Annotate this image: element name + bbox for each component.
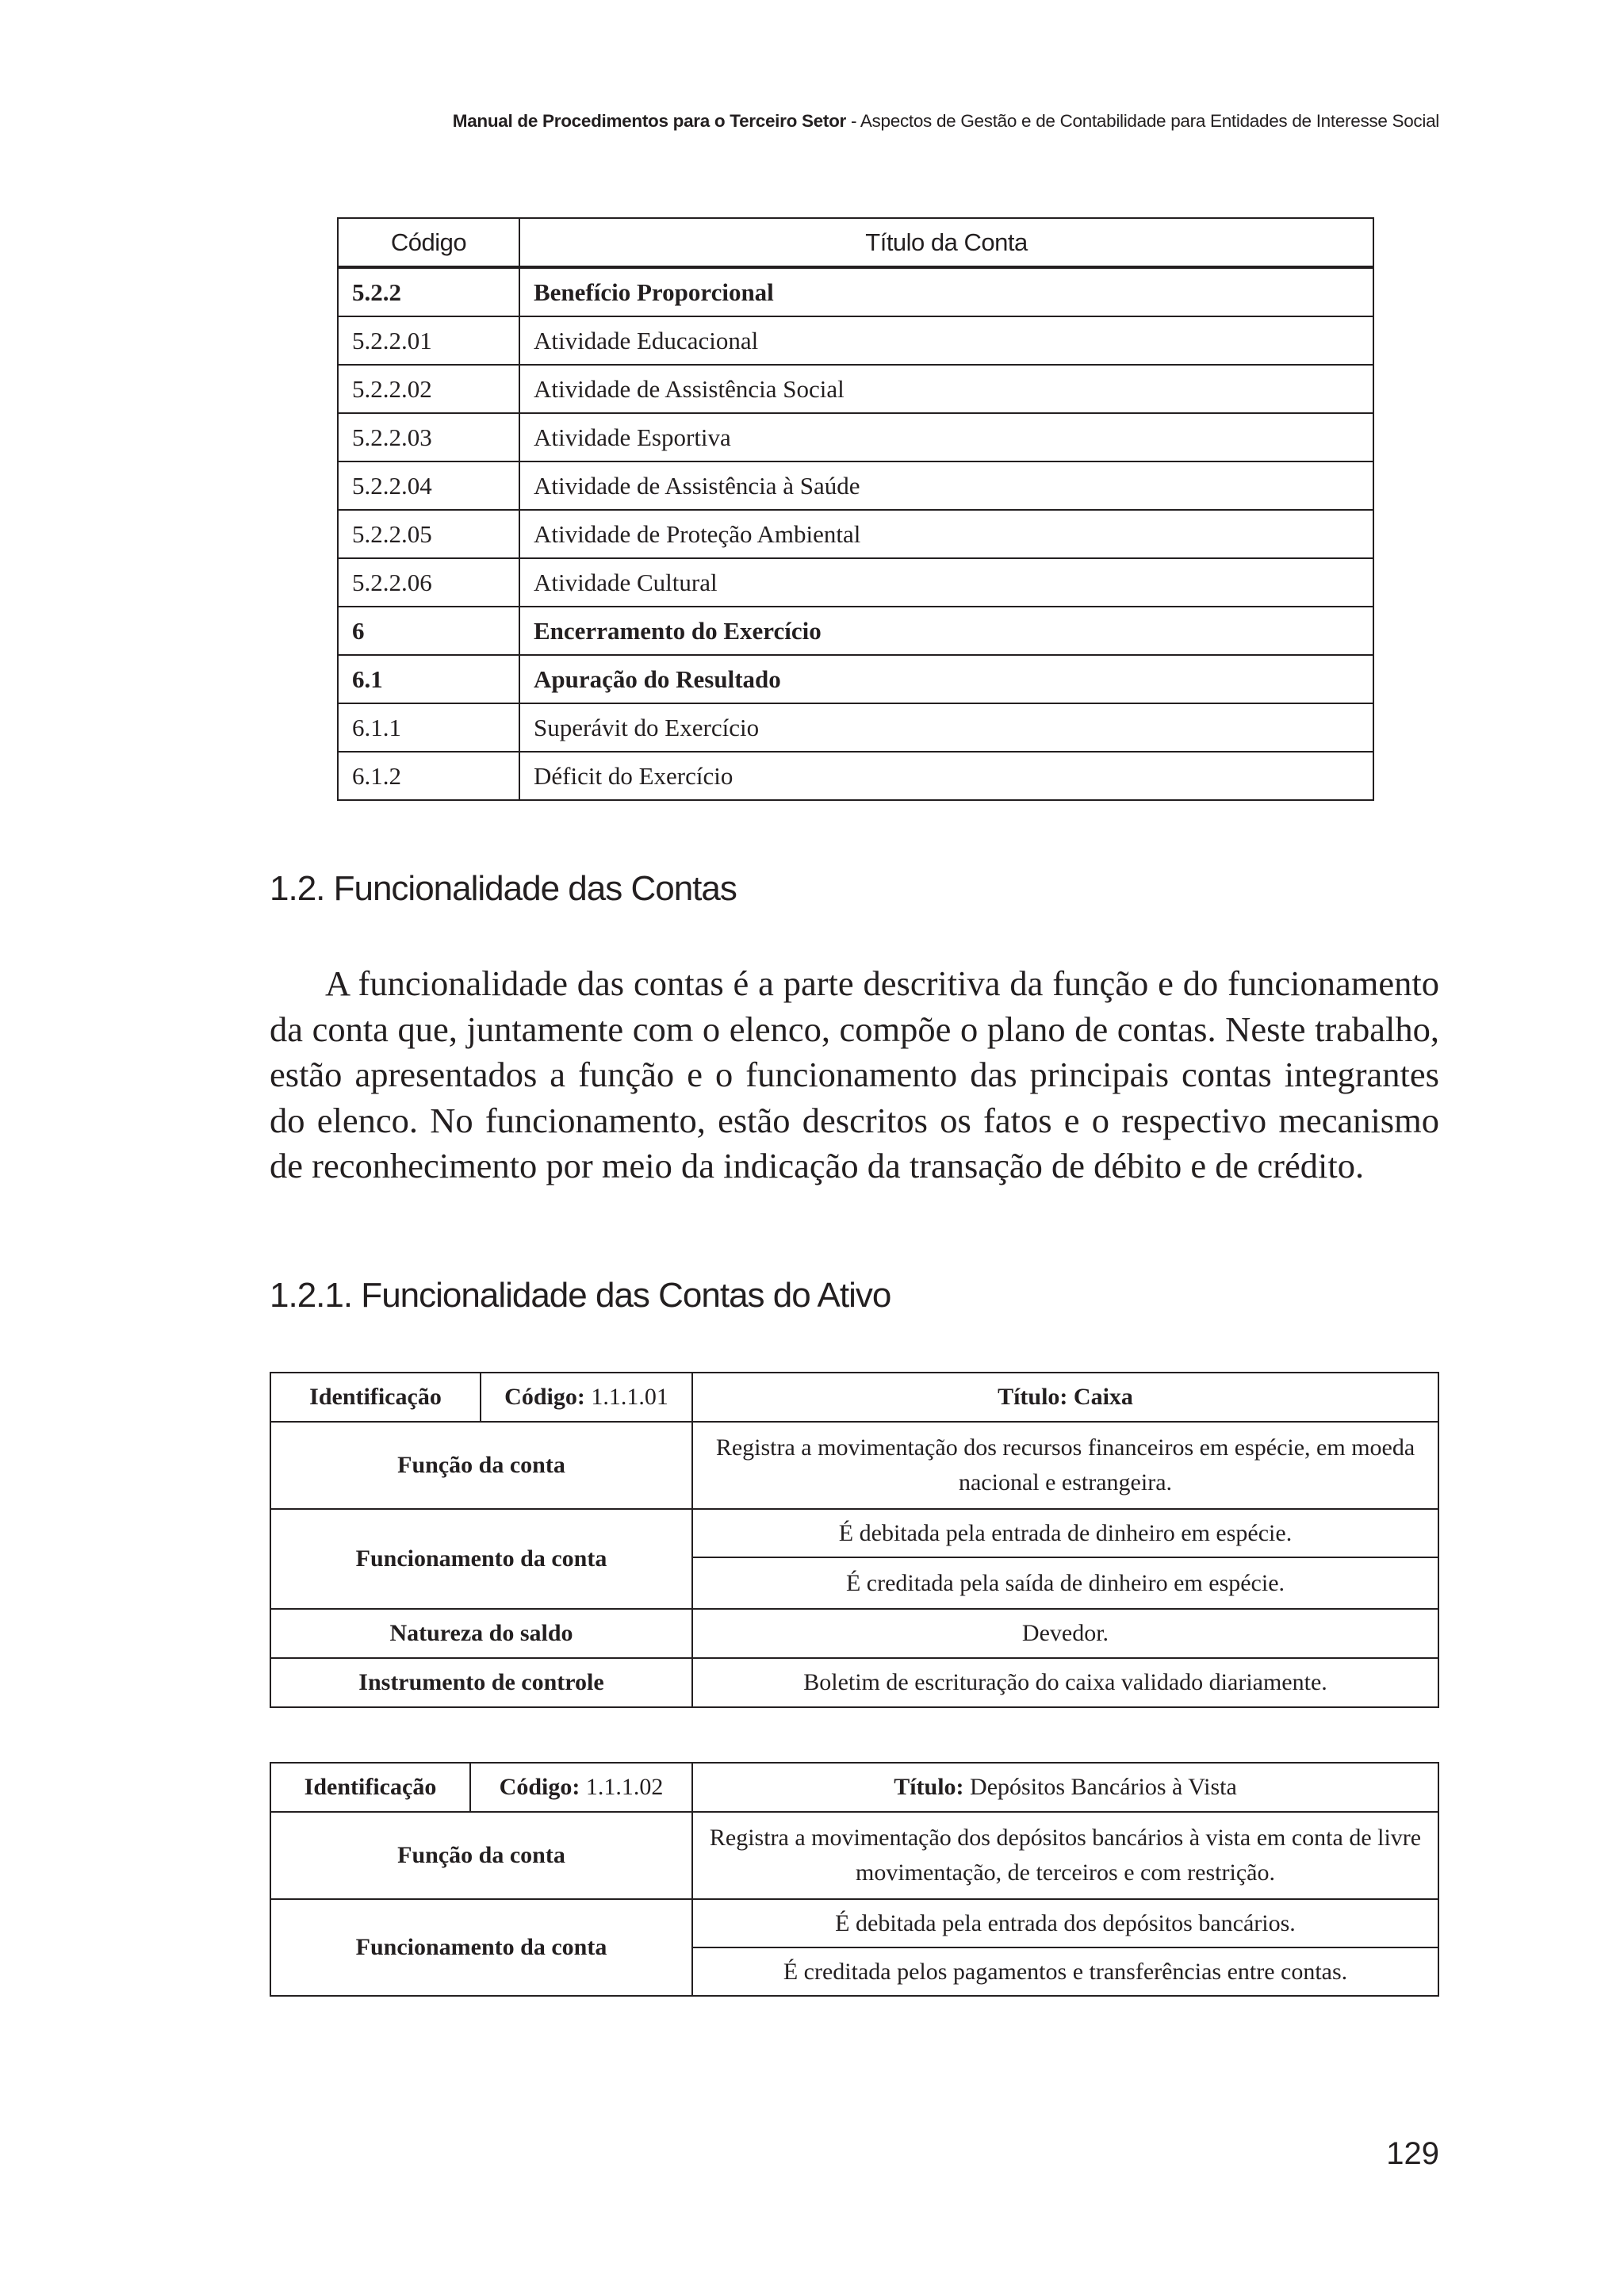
title-value: Caixa	[1067, 1384, 1133, 1410]
credit-rule: É creditada pela saída de dinheiro em espécie.	[692, 1557, 1438, 1609]
table-row	[270, 1812, 1438, 1899]
table-row	[270, 1609, 1438, 1658]
table-row	[338, 461, 1373, 510]
function-label: Função da conta	[270, 1812, 692, 1899]
title-label: Título:	[894, 1774, 964, 1800]
body-paragraph: A funcionalidade das contas é a parte descritiva da função e do funcionamento da conta que, juntamente com o elenco, compõe o plano de contas. Neste trabalho, estão apresentados a função e o funcionamento das principais contas integrantes do elenco. No funcionamento, estão descritos os fatos e o respectivo mecanismo de reconhecimento por meio da indicação da transação de débito e de crédito.	[270, 963, 1439, 1185]
account-title: Atividade de Assistência à Saúde	[519, 461, 1373, 510]
account-title: Atividade de Assistência Social	[519, 365, 1373, 413]
balance-nature-value: Devedor.	[692, 1609, 1438, 1658]
account-code: 5.2.2	[338, 267, 519, 316]
table-row	[270, 1422, 1438, 1509]
account-code: 5.2.2.02	[338, 365, 519, 413]
account-code: 5.2.2.05	[338, 510, 519, 558]
table-row	[338, 703, 1373, 752]
control-instrument-label: Instrumento de controle	[270, 1658, 692, 1707]
account-definition-table-caixa	[270, 1372, 1439, 1708]
code-label: Código:	[504, 1384, 585, 1410]
account-title: Déficit do Exercício	[519, 752, 1373, 800]
account-title: Superávit do Exercício	[519, 703, 1373, 752]
account-code: 6	[338, 607, 519, 655]
column-header-title: Título da Conta	[519, 218, 1373, 267]
account-title-cell	[692, 1373, 1438, 1422]
account-title: Apuração do Resultado	[519, 655, 1373, 703]
table-row	[270, 1899, 1438, 1947]
table-row	[270, 1373, 1438, 1422]
table-row	[338, 365, 1373, 413]
operation-label: Funcionamento da conta	[270, 1899, 692, 1996]
function-label: Função da conta	[270, 1422, 692, 1509]
header-subtitle: - Aspectos de Gestão e de Contabilidade para Entidades de Interesse Social	[846, 111, 1439, 131]
debit-rule: É debitada pela entrada de dinheiro em espécie.	[692, 1509, 1438, 1557]
function-description: Registra a movimentação dos depósitos bancários à vista em conta de livre movimentação, de terceiros e com restrição.	[692, 1812, 1438, 1899]
operation-label: Funcionamento da conta	[270, 1509, 692, 1609]
table-row	[270, 1658, 1438, 1707]
account-code: 5.2.2.01	[338, 316, 519, 365]
account-code: 5.2.2.03	[338, 413, 519, 461]
credit-rule: É creditada pelos pagamentos e transferências entre contas.	[692, 1947, 1438, 1996]
account-code: 6.1	[338, 655, 519, 703]
section-heading-1-2-1: 1.2.1. Funcionalidade das Contas do Ativo	[270, 1276, 891, 1315]
balance-nature-label: Natureza do saldo	[270, 1609, 692, 1658]
table-row	[338, 607, 1373, 655]
table-row	[338, 655, 1373, 703]
account-title: Atividade Cultural	[519, 558, 1373, 607]
function-description: Registra a movimentação dos recursos financeiros em espécie, em moeda nacional e estrangeira.	[692, 1422, 1438, 1509]
account-code: 6.1.1	[338, 703, 519, 752]
section-heading-1-2: 1.2. Funcionalidade das Contas	[270, 869, 737, 908]
chart-of-accounts-table	[337, 217, 1374, 801]
account-title: Benefício Proporcional	[519, 267, 1373, 316]
column-header-code: Código	[338, 218, 519, 267]
account-definition-table-depositos	[270, 1762, 1439, 1997]
account-code: 5.2.2.04	[338, 461, 519, 510]
table-row	[338, 510, 1373, 558]
debit-rule: É debitada pela entrada dos depósitos bancários.	[692, 1899, 1438, 1947]
account-code: 5.2.2.06	[338, 558, 519, 607]
table-row	[270, 1509, 1438, 1557]
table-header-row	[338, 218, 1373, 267]
account-title: Atividade Educacional	[519, 316, 1373, 365]
header-book-title: Manual de Procedimentos para o Terceiro Setor	[452, 111, 846, 131]
account-title: Atividade de Proteção Ambiental	[519, 510, 1373, 558]
table-row	[338, 558, 1373, 607]
table-row	[270, 1763, 1438, 1812]
account-title: Atividade Esportiva	[519, 413, 1373, 461]
code-value: 1.1.1.01	[584, 1384, 668, 1410]
table-row	[338, 316, 1373, 365]
account-code: 6.1.2	[338, 752, 519, 800]
account-title-cell	[692, 1763, 1438, 1812]
title-value: Depósitos Bancários à Vista	[963, 1774, 1237, 1800]
identification-label: Identificação	[270, 1373, 481, 1422]
title-label: Título:	[998, 1384, 1068, 1410]
table-row	[338, 413, 1373, 461]
identification-label: Identificação	[270, 1763, 470, 1812]
table-row	[338, 267, 1373, 316]
account-code-cell	[470, 1763, 692, 1812]
table-row	[338, 752, 1373, 800]
code-label: Código:	[499, 1774, 580, 1800]
account-title: Encerramento do Exercício	[519, 607, 1373, 655]
page-number: 129	[1386, 2136, 1439, 2171]
code-value: 1.1.1.02	[580, 1774, 664, 1800]
running-header	[270, 111, 1439, 132]
account-code-cell	[481, 1373, 692, 1422]
control-instrument-value: Boletim de escrituração do caixa validado diariamente.	[692, 1658, 1438, 1707]
